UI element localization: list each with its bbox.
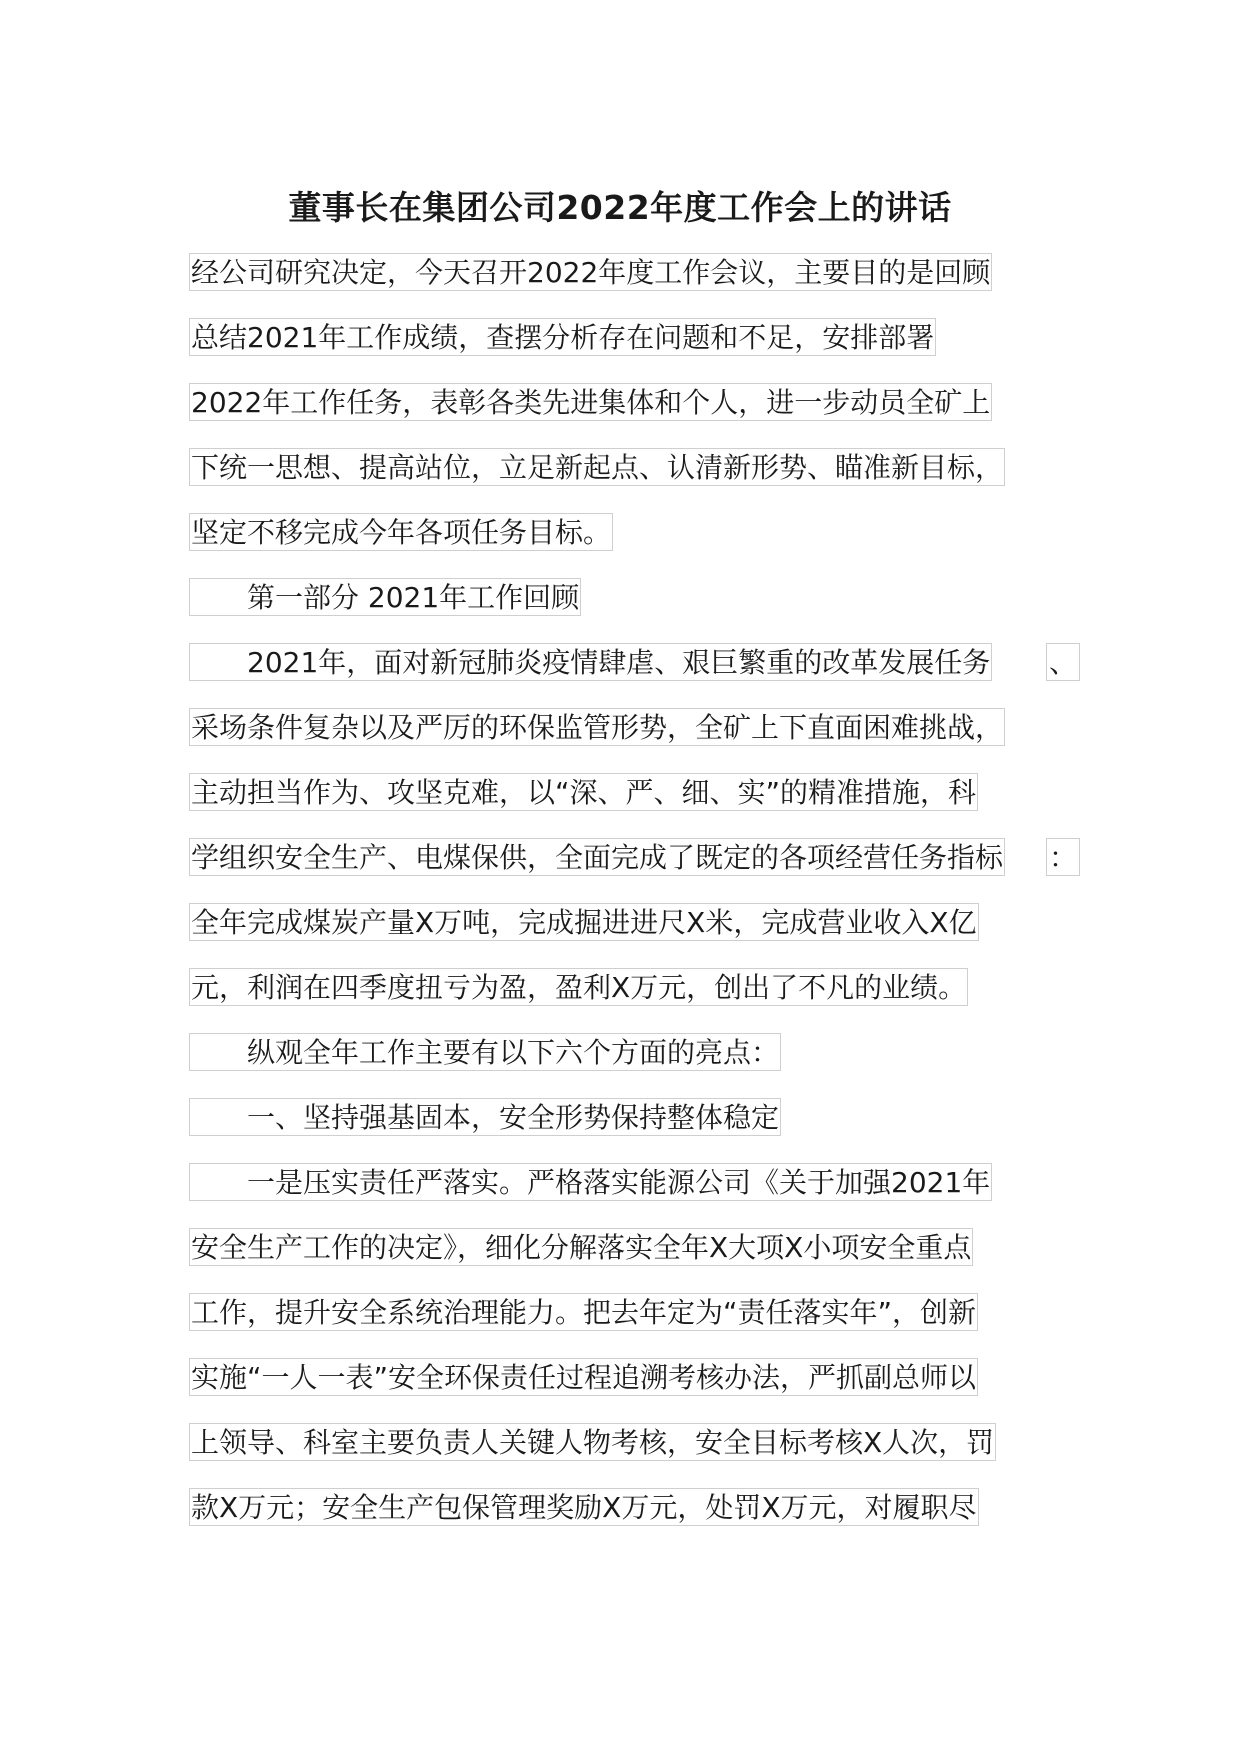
line-text: 下统一思想、提高站位，立足新起点、认清新形势、瞄准新目标，: [191, 451, 1004, 484]
body-line-4: [189, 448, 1005, 486]
section-heading: [189, 578, 581, 616]
line-text: 2021年，面对新冠肺炎疫情肆虐、艰巨繁重的改革发展任务: [247, 646, 991, 679]
line-text: 安全生产工作的决定》，细化分解落实全年X大项X小项安全重点: [191, 1231, 972, 1264]
line-text: 采场条件复杂以及严厉的环保监管形势，全矿上下直面困难挑战，: [191, 711, 1004, 744]
line-text: 第一部分 2021年工作回顾: [247, 581, 580, 614]
line-text: 工作，提升安全系统治理能力。把去年定为“责任落实年”，创新: [191, 1296, 977, 1329]
body-line-1: [189, 253, 992, 291]
subsection-heading: [189, 1098, 781, 1136]
body-line-3: [189, 383, 992, 421]
body-line-16: [189, 1228, 973, 1266]
body-line-18: [189, 1358, 978, 1396]
line-text: 学组织安全生产、电煤保供，全面完成了既定的各项经营任务指标: [191, 841, 1004, 874]
body-line-2: [189, 318, 936, 356]
body-line-13: [189, 1033, 781, 1071]
line-text: 实施“一人一表”安全环保责任过程追溯考核办法，严抓副总师以: [191, 1361, 977, 1394]
line-text: 坚定不移完成今年各项任务目标。: [191, 516, 612, 549]
body-line-20: [189, 1488, 979, 1526]
body-line-19: [189, 1423, 996, 1461]
line-text: 主动担当作为、攻坚克难，以“深、严、细、实”的精准措施，科: [191, 776, 977, 809]
document-title: 董事长在集团公司2022年度工作会上的讲话: [288, 188, 952, 227]
body-line-15: [189, 1163, 992, 1201]
line-text: 上领导、科室主要负责人关键人物考核，安全目标考核X人次，罚: [191, 1426, 995, 1459]
body-line-8: [189, 708, 1005, 746]
line-text: 元，利润在四季度扭亏为盈，盈利X万元，创出了不凡的业绩。: [191, 971, 967, 1004]
body-line-7: [189, 643, 992, 681]
line-text: 经公司研究决定，今天召开2022年度工作会议，主要目的是回顾: [191, 256, 991, 289]
body-line-5: [189, 513, 613, 551]
body-line-10: [189, 838, 1005, 876]
body-line-11: [189, 903, 979, 941]
line-tail-punctuation: ：: [1046, 838, 1080, 876]
line-text: 纵观全年工作主要有以下六个方面的亮点：: [247, 1036, 780, 1069]
line-text: 2022年工作任务，表彰各类先进集体和个人，进一步动员全矿上: [191, 386, 991, 419]
line-tail-punctuation: 、: [1046, 643, 1080, 681]
body-line-17: [189, 1293, 978, 1331]
line-text: 一是压实责任严落实。严格落实能源公司《关于加强2021年: [247, 1166, 991, 1199]
line-text: 全年完成煤炭产量X万吨，完成掘进进尺X米，完成营业收入X亿: [191, 906, 977, 939]
line-text: 款X万元；安全生产包保管理奖励X万元，处罚X万元，对履职尽: [191, 1491, 977, 1524]
body-line-9: [189, 773, 978, 811]
body-line-12: [189, 968, 968, 1006]
line-text: 总结2021年工作成绩，查摆分析存在问题和不足，安排部署: [191, 321, 935, 354]
line-text: 一、坚持强基固本，安全形势保持整体稳定: [247, 1101, 780, 1134]
